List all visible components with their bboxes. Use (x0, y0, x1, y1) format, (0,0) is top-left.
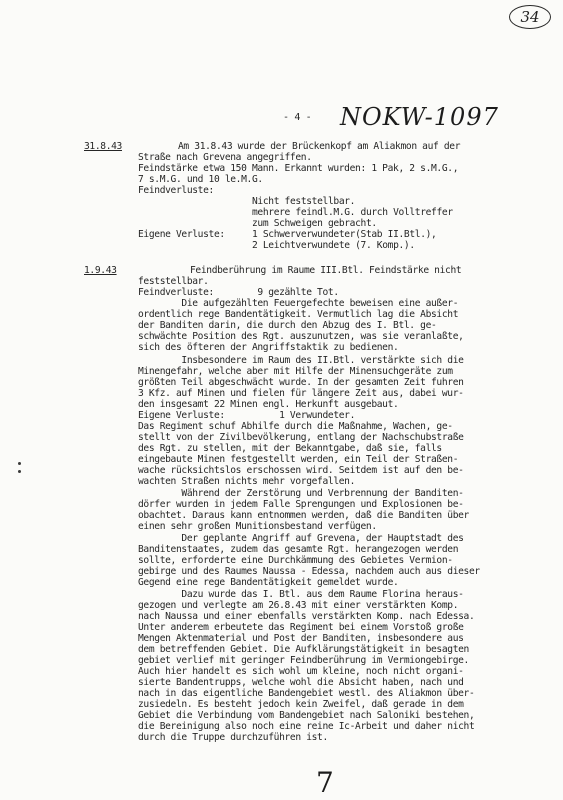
body-line: größten Teil abgeschwächt wurde. In der gesamten Zeit fuhren (138, 377, 464, 388)
body-line: Gegend eine rege Bandentätigkeit gemeldet wurde. (138, 577, 399, 588)
body-line: sollte, erforderte eine Durchkämmung des Gebietes Vermion- (138, 555, 453, 566)
entry-date-1: 31.8.43 (84, 141, 122, 152)
body-line: obachtet. Daraus kann entnommen werden, daß die Banditen über (138, 510, 469, 521)
scan-mark (18, 462, 21, 465)
body-line: Dazu wurde das I. Btl. aus dem Raume Florina heraus- (138, 589, 464, 600)
body-line: sierte Bandentrupps, welche wohl die Absicht haben, nach und (138, 677, 464, 688)
body-line: des Rgt. zu stellen, mit der Bekanntgabe, daß sie, falls (138, 443, 442, 454)
body-line: den insgesamt 22 Minen engl. Herkunft ausgebaut. (138, 399, 399, 410)
body-line: sich des öfteren der Angriffstaktik zu bedienen. (138, 342, 399, 353)
body-line: eingebaute Minen festgestellt werden, ein Teil der Straßen- (138, 454, 459, 465)
body-line: Banditenstaates, zudem das gesamte Rgt. herangezogen werden (138, 544, 459, 555)
entry-2-line-1: Feindberührung im Raume III.Btl. Feindstärke nicht (190, 265, 462, 276)
body-line: Unter anderem erbeutete das Regiment bei einem Vorstoß große (138, 622, 464, 633)
body-line: Gebiet die Verbindung vom Bandengebiet nach Saloniki bestehen, (138, 710, 475, 721)
body-line: gebirge und des Raumes Naussa - Edessa, nachdem auch aus dieser (138, 566, 480, 577)
body-line: durch die Truppe durchzuführen ist. (138, 732, 328, 743)
scan-mark (18, 470, 21, 473)
body-line: einen sehr großen Munitionsbestand verfügen. (138, 521, 377, 532)
body-line: wache rücksichtslos erschossen wird. Seitdem ist auf den be- (138, 465, 464, 476)
body-line: Die aufgezählten Feuergefechte beweisen eine außer- (138, 298, 459, 309)
body-line: die Bereinigung also noch eine reine Ic-Arbeit und daher nicht (138, 721, 475, 732)
feindverluste-line-1: Nicht feststellbar. (252, 196, 356, 207)
entry-1-line-1: Am 31.8.43 wurde der Brückenkopf am Aliakmon auf der (178, 141, 461, 152)
eigene-verluste-line-2: 2 Leichtverwundete (7. Komp.). (252, 240, 415, 251)
body-line: Das Regiment schuf Abhilfe durch die Maßnahme, Wachen, ge- (138, 421, 453, 432)
entry-2-line-3: Feindverluste: 9 gezählte Tot. (138, 287, 339, 298)
body-line: nach in das eigentliche Bandengebiet westl. des Aliakmon über- (138, 688, 475, 699)
body-line: Minengefahr, welche aber mit Hilfe der Minensuchgeräte zum (138, 366, 453, 377)
body-line: gezogen und verlegte am 26.8.43 mit einer verstärkten Komp. (138, 600, 459, 611)
body-line: Auch hier handelt es sich wohl um kleine, noch nicht organi- (138, 666, 464, 677)
body-line: stellt von der Zivilbevölkerung, entlang der Nachschubstraße (138, 432, 464, 443)
feindverluste-line-3: zum Schweigen gebracht. (252, 218, 377, 229)
body-line: wachten Straßen nichts mehr vorgefallen. (138, 476, 356, 487)
body-line: der Banditen darin, die durch den Abzug des I. Btl. ge- (138, 320, 437, 331)
entry-1-line-3: Feindstärke etwa 150 Mann. Erkannt wurden: 1 Pak, 2 s.M.G., (138, 163, 459, 174)
body-line: Mengen Aktenmaterial und Post der Banditen, insbesondere aus (138, 633, 464, 644)
body-line: dörfer wurden in jedem Falle Sprengungen und Explosionen be- (138, 499, 464, 510)
body-line: Insbesondere im Raum des II.Btl. verstärkte sich die (138, 355, 464, 366)
body-line: Der geplante Angriff auf Grevena, der Hauptstadt des (138, 533, 464, 544)
archive-reference-handwritten: NOKW-1097 (340, 103, 499, 131)
feindverluste-line-2: mehrere feindl.M.G. durch Volltreffer (252, 207, 453, 218)
body-line: ordentlich rege Bandentätigkeit. Vermutlich lag die Absicht (138, 309, 459, 320)
entry-date-2: 1.9.43 (84, 265, 117, 276)
body-line: zusiedeln. Es besteht jedoch kein Zweifel, daß gerade in dem (138, 699, 464, 710)
body-line: Eigene Verluste: 1 Verwundeter. (138, 410, 356, 421)
eigene-verluste-line-1: 1 Schwerverwundeter(Stab II.Btl.), (252, 229, 437, 240)
body-line: schwächte Position des Rgt. auszunutzen, was sie veranlaßte, (138, 331, 464, 342)
entry-2-line-2: feststellbar. (138, 276, 209, 287)
entry-1-line-2: Straße nach Grevena angegriffen. (138, 152, 312, 163)
body-line: 3 Kfz. auf Minen und fielen für längere Zeit aus, dabei wur- (138, 388, 464, 399)
body-line: gebiet verlief mit geringer Feindberührung im Vermiongebirge. (138, 655, 469, 666)
body-line: dem betreffenden Gebiet. Die Aufklärungstätigkeit in besagten (138, 644, 469, 655)
page-number-stamp: 34 (509, 5, 551, 29)
body-line: Während der Zerstörung und Verbrennung der Banditen- (138, 488, 464, 499)
eigene-verluste-label: Eigene Verluste: (138, 229, 225, 240)
feindverluste-label: Feindverluste: (138, 185, 214, 196)
entry-1-line-4: 7 s.M.G. und 10 le.M.G. (138, 174, 263, 185)
body-line: nach Naussa und einer ebenfalls verstärkten Komp. nach Edessa. (138, 611, 475, 622)
bottom-handwritten-mark: 7 (316, 766, 334, 799)
top-marker: - 4 - (283, 112, 312, 123)
